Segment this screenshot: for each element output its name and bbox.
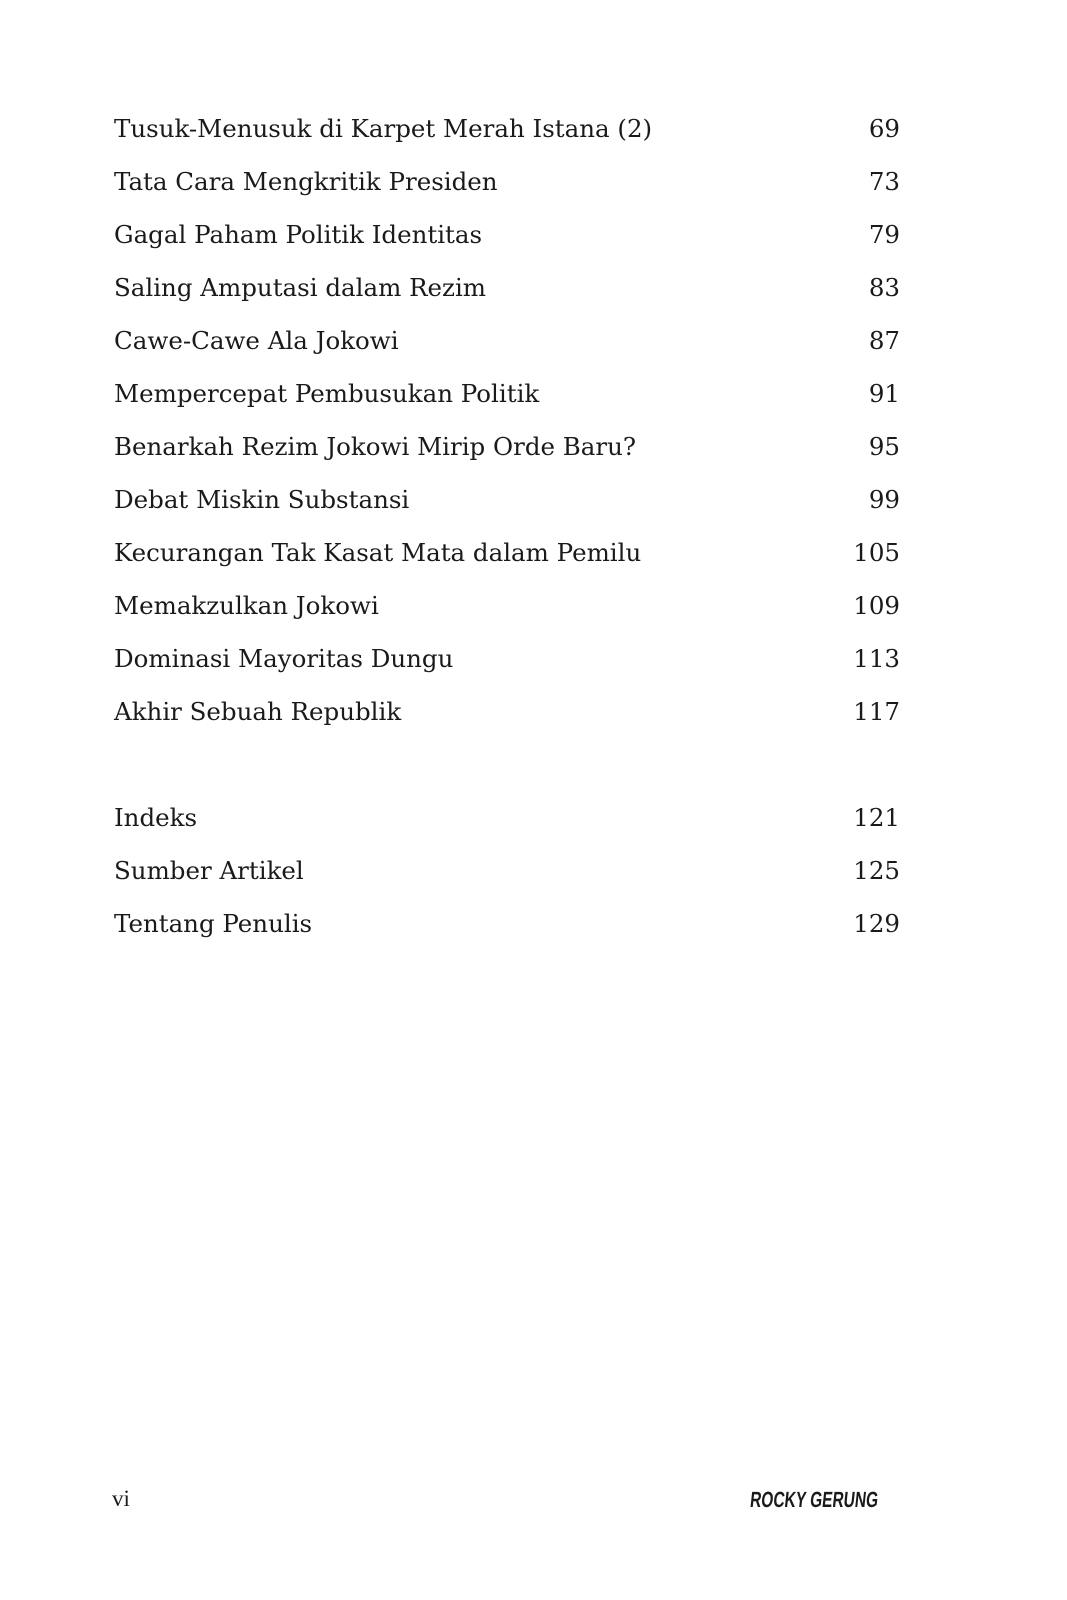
toc-entry-title: Kecurangan Tak Kasat Mata dalam Pemilu <box>114 538 642 567</box>
toc-entry-title: Tata Cara Mengkritik Presiden <box>114 167 498 196</box>
toc-entry-page: 117 <box>853 697 900 726</box>
toc-entry-title: Memakzulkan Jokowi <box>114 591 379 620</box>
toc-entry <box>114 632 900 685</box>
toc-entry-page: 87 <box>868 326 900 355</box>
toc-entry-title: Gagal Paham Politik Identitas <box>114 220 483 249</box>
table-of-contents <box>114 102 900 950</box>
toc-entry <box>114 367 900 420</box>
author-logo-text: ROCKY GERUNG <box>748 1487 934 1512</box>
toc-entry-title: Saling Amputasi dalam Rezim <box>114 273 487 302</box>
toc-entry <box>114 261 900 314</box>
toc-entry-title: Tentang Penulis <box>114 909 313 938</box>
toc-entry <box>114 844 900 897</box>
toc-entry <box>114 791 900 844</box>
toc-entry-page: 99 <box>868 485 900 514</box>
toc-entry-title: Mempercepat Pembusukan Politik <box>114 379 540 408</box>
toc-entry <box>114 102 900 155</box>
toc-entry-title: Tusuk-Menusuk di Karpet Merah Istana (2) <box>114 114 653 143</box>
toc-section-gap <box>114 738 900 791</box>
toc-entry-title: Dominasi Mayoritas Dungu <box>114 644 454 673</box>
toc-entry-page: 73 <box>868 167 900 196</box>
toc-entry-page: 91 <box>868 379 900 408</box>
toc-entry-title: Cawe-Cawe Ala Jokowi <box>114 326 399 355</box>
toc-entry-page: 105 <box>853 538 900 567</box>
author-logo <box>748 1483 934 1513</box>
toc-entry-title: Akhir Sebuah Republik <box>114 697 402 726</box>
toc-entry-page: 69 <box>868 114 900 143</box>
toc-entry-page: 83 <box>868 273 900 302</box>
toc-entry-title: Sumber Artikel <box>114 856 304 885</box>
toc-entry <box>114 208 900 261</box>
toc-entry-title: Benarkah Rezim Jokowi Mirip Orde Baru? <box>114 432 637 461</box>
toc-entry-page: 113 <box>853 644 900 673</box>
toc-entry <box>114 155 900 208</box>
toc-entry <box>114 473 900 526</box>
toc-entry <box>114 420 900 473</box>
page-number: vi <box>112 1486 130 1511</box>
toc-entry-page: 129 <box>853 909 900 938</box>
toc-entry-title: Debat Miskin Substansi <box>114 485 410 514</box>
toc-entry <box>114 526 900 579</box>
toc-entry <box>114 314 900 367</box>
toc-entry-title: Indeks <box>114 803 198 832</box>
toc-entry <box>114 897 900 950</box>
toc-entry-page: 95 <box>868 432 900 461</box>
toc-entry-page: 121 <box>853 803 900 832</box>
toc-entry <box>114 579 900 632</box>
toc-entry-page: 125 <box>853 856 900 885</box>
toc-entry-page: 79 <box>868 220 900 249</box>
toc-entry <box>114 685 900 738</box>
toc-entry-page: 109 <box>853 591 900 620</box>
